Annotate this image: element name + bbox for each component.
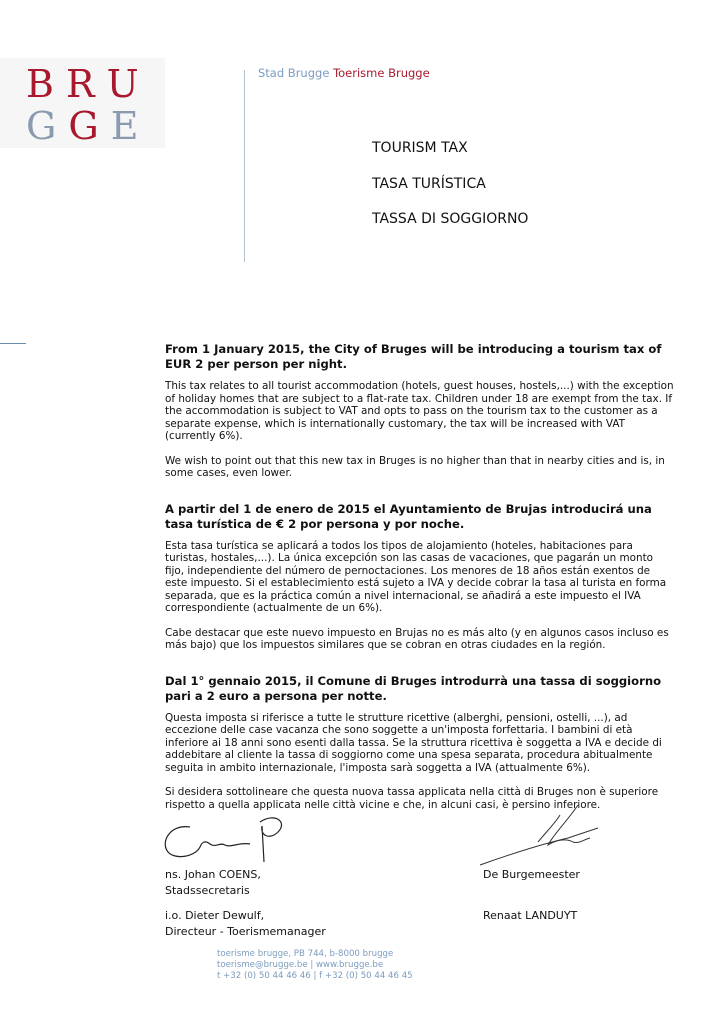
paragraph: We wish to point out that this new tax in Bruges is no higher than that in nearby cities and is, in some cases, even lower. xyxy=(165,454,665,479)
footer-phone: t +32 (0) 50 44 46 46 | f +32 (0) 50 44 46 45 xyxy=(217,971,413,981)
signatory-title: De Burgemeester xyxy=(483,868,580,881)
vertical-divider xyxy=(244,70,245,262)
signatory-title: Stadssecretaris xyxy=(165,884,250,897)
title-spanish: TASA TURÍSTICA xyxy=(372,175,486,192)
section-heading: From 1 January 2015, the City of Bruges will be introducing a tourism tax of EUR 2 per person per night. xyxy=(165,342,662,371)
logo-row-2 xyxy=(26,106,150,146)
section-spanish xyxy=(165,502,675,652)
signatory-title: Directeur - Toerismemanager xyxy=(165,925,326,938)
signatory-name: i.o. Dieter Dewulf, xyxy=(165,909,265,922)
paragraph: Esta tasa turística se aplicará a todos los tipos de alojamiento (hoteles, habitaciones para turistas, hostales,...). La única excepción son las casas de vacaciones, que pagarán un monto fijo, independiente del número de pernoctaciones. Los menores de 18 años están exentos de este impuesto. Si el establecimiento está sujeto a IVA y decide cobrar la tasa al turista en forma separada, que es la práctica común a nivel internacional, se añadirá a este impuesto el IVA correspondiente (actualmente de un 6%). xyxy=(165,539,667,614)
footer-address: toerisme brugge, PB 744, b-8000 brugge xyxy=(217,949,394,959)
logo-letter: E xyxy=(110,104,151,148)
document-titles xyxy=(372,138,528,245)
logo-letter: G xyxy=(26,104,69,148)
signature-right xyxy=(478,800,613,870)
paragraph: Si desidera sottolineare che questa nuova tassa applicata nella città di Bruges non è superiore rispetto a quella applicata nelle città vicine e che, in alcuni casi, è persino inferiore. xyxy=(165,786,659,811)
title-italian: TASSA DI SOGGIORNO xyxy=(372,211,529,227)
document-body xyxy=(165,342,675,833)
logo-letter: R xyxy=(65,62,107,106)
paragraph: Cabe destacar que este nuevo impuesto en Brujas no es más alto (y en algunos casos incluso es más bajo) que los impuestos similares que se cobran en otras ciudades en la región. xyxy=(165,626,669,651)
logo-letter: U xyxy=(106,62,151,106)
section-english xyxy=(165,342,675,480)
section-heading: A partir del 1 de enero de 2015 el Ayuntamiento de Brujas introducirá una tasa turística de € 2 por persona y por noche. xyxy=(165,501,652,531)
logo-letter: B xyxy=(26,62,66,106)
signatory-name: ns. Johan COENS, xyxy=(165,868,261,881)
logo-row-1 xyxy=(26,64,151,104)
signature-left xyxy=(160,812,290,867)
brugge-logo xyxy=(0,58,165,148)
logo-letter: G xyxy=(68,104,111,148)
footer-web: toerisme@brugge.be | www.brugge.be xyxy=(217,960,384,970)
stad-brugge-label: Stad Brugge xyxy=(258,66,330,80)
footer-contact xyxy=(217,949,413,982)
paragraph: This tax relates to all tourist accommodation (hotels, guest houses, hostels,...) with the exception of holiday homes that are subject to a flat-rate tax. Children under 18 are exempt from the tax. If the accommodation is subject to VAT and opts to pass on the tourism tax to the customer as a separate expense, which is internationally customary, the tax will be increased with VAT (currently 6%). xyxy=(165,380,674,442)
signatory-name: Renaat LANDUYT xyxy=(483,909,578,922)
title-english: TOURISM TAX xyxy=(372,140,468,156)
margin-marker xyxy=(0,343,26,344)
toerisme-brugge-label: Toerisme Brugge xyxy=(333,66,430,80)
signatory-left xyxy=(165,867,326,940)
section-italian xyxy=(165,674,675,812)
paragraph: Questa imposta si riferisce a tutte le strutture ricettive (alberghi, pensioni, ostelli, ...), ad eccezione delle case vacanza che sono soggette a un'imposta forfettaria. I bambini di età inferiore ai 18 anni sono esenti dalla tassa. Se la struttura ricettiva è soggetta a IVA e decide di addebitare al cliente la tassa di soggiorno come una spesa separata, procedura abitualmente seguita in ambito internazionale, l'imposta sarà soggetta a IVA (attualmente 6%). xyxy=(165,711,662,774)
section-heading: Dal 1° gennaio 2015, il Comune di Bruges introdurrà una tassa di soggiorno pari a 2 euro a persona per notte. xyxy=(165,673,662,703)
signatory-right xyxy=(483,867,580,924)
letterhead xyxy=(258,66,430,80)
